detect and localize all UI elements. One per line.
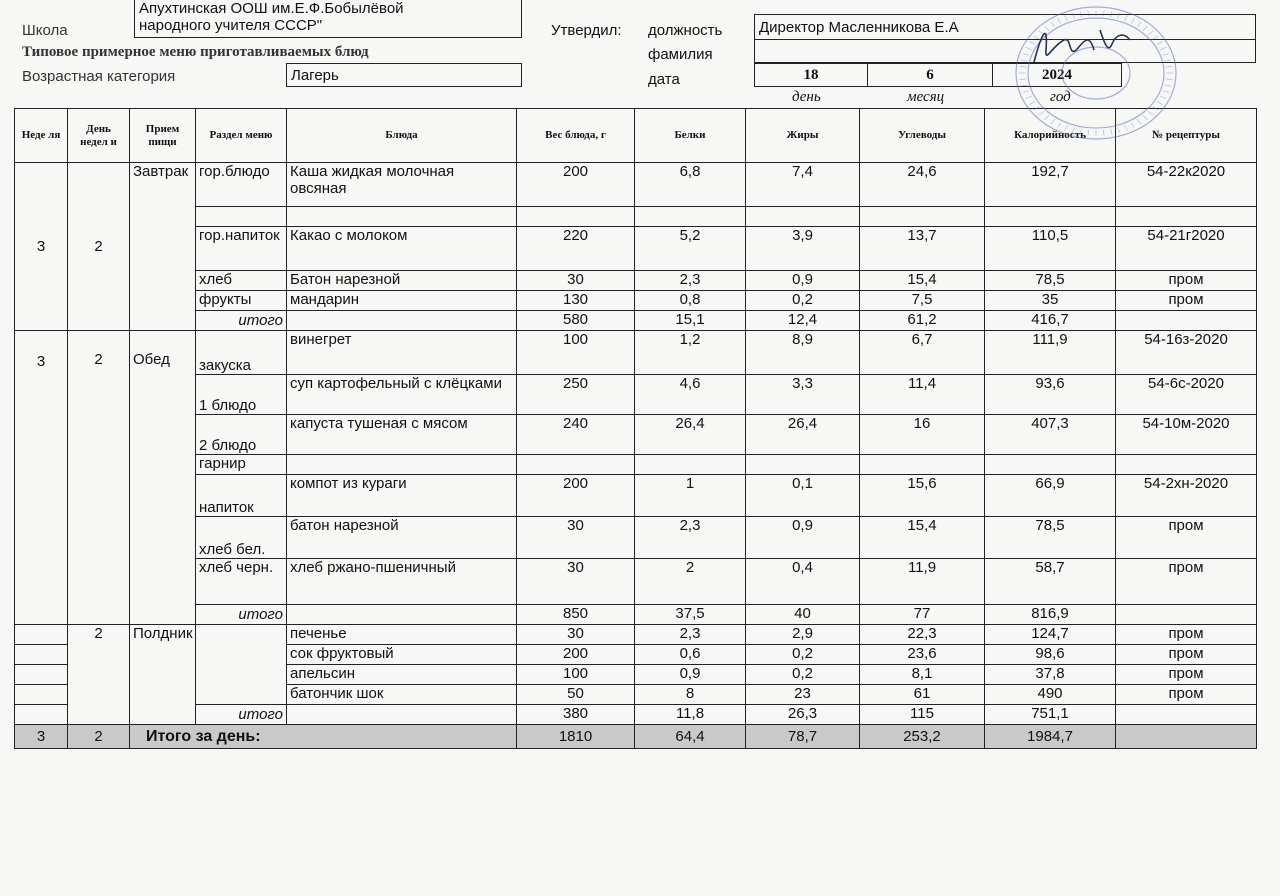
fat-cell: 7,4	[746, 163, 860, 207]
kcal-cell: 93,6	[985, 375, 1116, 415]
stamp-text-mark	[1080, 11, 1081, 17]
stamp-text-mark	[1157, 102, 1163, 105]
section-cell: гор.блюдо	[196, 163, 287, 207]
age-label: Возрастная категория	[22, 68, 176, 85]
kcal-cell: 192,7	[985, 163, 1116, 207]
protein-cell: 6,8	[635, 163, 746, 207]
recipe-cell: 54-21г2020	[1116, 227, 1257, 271]
snack-week-cell	[15, 625, 68, 645]
recipe-cell: пром	[1116, 665, 1257, 685]
kcal-cell: 78,5	[985, 271, 1116, 291]
table-row	[15, 331, 1257, 375]
subtotal-kcal: 416,7	[985, 311, 1116, 331]
menu-table	[14, 108, 1257, 749]
breakfast-week: 3	[15, 163, 68, 331]
carbs-cell: 6,7	[860, 331, 985, 375]
stamp-text-mark	[1026, 47, 1032, 49]
weight-cell: 200	[517, 475, 635, 517]
day-total-recipe	[1116, 725, 1257, 749]
stamp-text-mark	[1072, 13, 1074, 19]
kcal-cell	[985, 455, 1116, 475]
stamp-text-mark	[1065, 125, 1068, 130]
kcal-cell	[985, 207, 1116, 227]
weight-cell: 30	[517, 271, 635, 291]
recipe-cell: пром	[1116, 685, 1257, 705]
kcal-cell: 124,7	[985, 625, 1116, 645]
dish-cell: батон нарезной	[287, 517, 517, 559]
stamp-text-mark	[1034, 107, 1040, 111]
stamp-text-mark	[1023, 91, 1030, 93]
carbs-cell: 15,4	[860, 517, 985, 559]
recipe-cell: 54-6с-2020	[1116, 375, 1257, 415]
dish-cell	[287, 207, 517, 227]
weight-cell: 200	[517, 645, 635, 665]
year-caption: год	[1050, 89, 1071, 105]
carbs-cell: 15,6	[860, 475, 985, 517]
stamp-text-mark	[1026, 96, 1032, 98]
day-caption: день	[792, 89, 821, 105]
subtotal-row	[15, 311, 1257, 331]
col-recipe: № рецептуры	[1116, 109, 1257, 163]
dish-cell: винегрет	[287, 331, 517, 375]
school-name-box	[134, 0, 522, 38]
stamp-text-mark	[1160, 47, 1166, 49]
recipe-cell: 54-10м-2020	[1116, 415, 1257, 455]
col-day: День недел и	[68, 109, 130, 163]
stamp-text-mark	[1164, 60, 1171, 61]
stamp-text-mark	[1111, 129, 1112, 135]
subtotal-kcal: 751,1	[985, 705, 1116, 725]
kcal-cell: 66,9	[985, 475, 1116, 517]
stamp-text-mark	[1051, 119, 1055, 124]
stamp-text-mark	[1157, 42, 1163, 45]
section-cell: хлеб	[196, 271, 287, 291]
carbs-cell: 7,5	[860, 291, 985, 311]
fat-cell: 0,9	[746, 271, 860, 291]
snack-week-cell	[15, 705, 68, 725]
stamp-text-mark	[1051, 22, 1055, 27]
stamp-text-mark	[1143, 26, 1148, 30]
stamp-text-mark	[1163, 91, 1170, 93]
school-name-line2: народного учителя СССР"	[139, 17, 323, 34]
protein-cell: 1	[635, 475, 746, 517]
breakfast-meal: Завтрак	[130, 163, 196, 331]
stamp-text-mark	[1153, 36, 1159, 40]
stamp-text-mark	[1153, 107, 1159, 111]
surname-box	[754, 39, 1256, 63]
age-value-box	[286, 63, 522, 87]
weight-cell: 30	[517, 517, 635, 559]
stamp-text-mark	[1034, 36, 1040, 40]
table-row	[15, 291, 1257, 311]
kcal-cell: 58,7	[985, 559, 1116, 605]
fat-cell: 0,2	[746, 291, 860, 311]
snack-day: 2	[68, 625, 130, 725]
fat-cell: 0,2	[746, 645, 860, 665]
subtotal-fat: 26,3	[746, 705, 860, 725]
carbs-cell: 22,3	[860, 625, 985, 645]
menu-title: Типовое примерное меню приготавливаемых блюд	[22, 44, 369, 60]
recipe-cell	[1116, 455, 1257, 475]
fat-cell: 0,1	[746, 475, 860, 517]
recipe-cell: 54-2хн-2020	[1116, 475, 1257, 517]
subtotal-fat: 12,4	[746, 311, 860, 331]
stamp-text-mark	[1072, 127, 1074, 133]
stamp-text-mark	[1039, 111, 1044, 115]
dish-cell: суп картофельный с клёцками	[287, 375, 517, 415]
table-row	[15, 271, 1257, 291]
stamp-text-mark	[1019, 79, 1026, 80]
section-cell: гор.напиток	[196, 227, 287, 271]
col-protein: Белки	[635, 109, 746, 163]
fat-cell: 26,4	[746, 415, 860, 455]
col-weight: Вес блюда, г	[517, 109, 635, 163]
subtotal-label: итого	[196, 705, 287, 725]
approver-name: Директор Масленникова Е.А	[759, 19, 959, 36]
weight-cell: 30	[517, 559, 635, 605]
kcal-cell: 78,5	[985, 517, 1116, 559]
day-total-protein: 64,4	[635, 725, 746, 749]
recipe-cell: 54-22к2020	[1116, 163, 1257, 207]
fat-cell: 3,3	[746, 375, 860, 415]
day-total-week: 3	[15, 725, 68, 749]
subtotal-weight: 850	[517, 605, 635, 625]
stamp-text-mark	[1029, 102, 1035, 105]
stamp-text-mark	[1019, 66, 1026, 67]
stamp-text-mark	[1143, 115, 1148, 119]
subtotal-kcal: 816,9	[985, 605, 1116, 625]
snack-week-cell	[15, 685, 68, 705]
dish-cell: Батон нарезной	[287, 271, 517, 291]
fat-cell: 3,9	[746, 227, 860, 271]
protein-cell: 2	[635, 559, 746, 605]
carbs-cell: 13,7	[860, 227, 985, 271]
snack-week-cell	[15, 645, 68, 665]
stamp-text-mark	[1111, 11, 1112, 17]
section-cell: фрукты	[196, 291, 287, 311]
stamp-text-mark	[1160, 96, 1166, 98]
date-month: 6	[926, 67, 934, 83]
subtotal-protein: 11,8	[635, 705, 746, 725]
snack-week-cell	[15, 665, 68, 685]
stamp-text-mark	[1148, 31, 1153, 35]
kcal-cell: 35	[985, 291, 1116, 311]
protein-cell: 0,9	[635, 665, 746, 685]
section-cell: напиток	[196, 475, 287, 517]
table-row	[15, 375, 1257, 415]
approved-label: Утвердил:	[551, 22, 622, 39]
protein-cell: 2,3	[635, 625, 746, 645]
stamp-text-mark	[1088, 10, 1089, 16]
carbs-cell: 11,9	[860, 559, 985, 605]
lunch-day: 2	[68, 331, 130, 625]
age-value: Лагерь	[291, 67, 339, 84]
day-total-fat: 78,7	[746, 725, 860, 749]
stamp-text-mark	[1044, 26, 1049, 30]
weight-cell: 200	[517, 163, 635, 207]
col-dish: Блюда	[287, 109, 517, 163]
date-label: дата	[648, 71, 680, 88]
stamp-text-mark	[1118, 13, 1120, 19]
day-total-row	[15, 725, 1257, 749]
subtotal-dish	[287, 311, 517, 331]
weight-cell	[517, 455, 635, 475]
recipe-cell: пром	[1116, 271, 1257, 291]
col-carbs: Углеводы	[860, 109, 985, 163]
stamp-text-mark	[1080, 129, 1081, 135]
kcal-cell: 490	[985, 685, 1116, 705]
stamp-text-mark	[1131, 18, 1135, 23]
section-cell: закуска	[196, 331, 287, 375]
weight-cell: 130	[517, 291, 635, 311]
dish-cell: батончик шок	[287, 685, 517, 705]
kcal-cell: 111,9	[985, 331, 1116, 375]
lunch-week: 3	[15, 331, 68, 625]
day-total-label: Итого за день:	[130, 725, 517, 749]
recipe-cell: пром	[1116, 559, 1257, 605]
table-row	[15, 625, 1257, 645]
date-day-box	[754, 63, 868, 87]
carbs-cell: 61	[860, 685, 985, 705]
stamp-text-mark	[1166, 79, 1173, 80]
stamp-text-mark	[1021, 85, 1028, 86]
carbs-cell: 16	[860, 415, 985, 455]
subtotal-carbs: 61,2	[860, 311, 985, 331]
fat-cell: 0,9	[746, 517, 860, 559]
weight-cell: 250	[517, 375, 635, 415]
stamp-text-mark	[1065, 15, 1068, 20]
subtotal-row	[15, 605, 1257, 625]
table-row	[15, 559, 1257, 605]
dish-cell: Каша жидкая молочная овсяная	[287, 163, 517, 207]
subtotal-recipe	[1116, 605, 1257, 625]
fat-cell	[746, 455, 860, 475]
section-cell	[196, 207, 287, 227]
recipe-cell: пром	[1116, 517, 1257, 559]
col-kcal: Калорийность	[985, 109, 1116, 163]
section-cell: 2 блюдо	[196, 415, 287, 455]
col-week: Неде ля	[15, 109, 68, 163]
table-row	[15, 227, 1257, 271]
weight-cell	[517, 207, 635, 227]
subtotal-carbs: 77	[860, 605, 985, 625]
carbs-cell: 8,1	[860, 665, 985, 685]
stamp-text-mark	[1124, 15, 1127, 20]
section-cell: 1 блюдо	[196, 375, 287, 415]
stamp-text-mark	[1148, 111, 1153, 115]
stamp-text-mark	[1118, 127, 1120, 133]
table-row	[15, 455, 1257, 475]
table-row	[15, 207, 1257, 227]
day-total-carbs: 253,2	[860, 725, 985, 749]
day-total-weight: 1810	[517, 725, 635, 749]
subtotal-protein: 15,1	[635, 311, 746, 331]
stamp-text-mark	[1137, 119, 1141, 124]
table-row	[15, 163, 1257, 207]
table-row	[15, 415, 1257, 455]
subtotal-label: итого	[196, 605, 287, 625]
month-caption: месяц	[907, 89, 945, 105]
protein-cell: 2,3	[635, 517, 746, 559]
col-fat: Жиры	[746, 109, 860, 163]
carbs-cell: 15,4	[860, 271, 985, 291]
col-section: Раздел меню	[196, 109, 287, 163]
stamp-text-mark	[1023, 54, 1030, 56]
protein-cell: 1,2	[635, 331, 746, 375]
recipe-cell	[1116, 207, 1257, 227]
date-year: 2024	[1042, 67, 1072, 83]
stamp-text-mark	[1058, 18, 1062, 23]
fat-cell	[746, 207, 860, 227]
fat-cell: 23	[746, 685, 860, 705]
dish-cell: апельсин	[287, 665, 517, 685]
day-total-kcal: 1984,7	[985, 725, 1116, 749]
subtotal-label: итого	[196, 311, 287, 331]
protein-cell: 26,4	[635, 415, 746, 455]
protein-cell: 2,3	[635, 271, 746, 291]
protein-cell: 8	[635, 685, 746, 705]
weight-cell: 100	[517, 331, 635, 375]
position-label: должность	[648, 22, 723, 39]
stamp-text-mark	[1058, 122, 1062, 127]
official-stamp-seal	[1012, 2, 1180, 144]
fat-cell: 0,2	[746, 665, 860, 685]
protein-cell: 0,6	[635, 645, 746, 665]
recipe-cell: пром	[1116, 625, 1257, 645]
subtotal-dish	[287, 605, 517, 625]
subtotal-dish	[287, 705, 517, 725]
kcal-cell: 37,8	[985, 665, 1116, 685]
recipe-cell: 54-16з-2020	[1116, 331, 1257, 375]
weight-cell: 240	[517, 415, 635, 455]
table-row	[15, 517, 1257, 559]
signature-icon	[1034, 30, 1130, 62]
weight-cell: 220	[517, 227, 635, 271]
section-cell: гарнир	[196, 455, 287, 475]
surname-label: фамилия	[648, 46, 713, 63]
school-label: Школа	[22, 22, 68, 39]
stamp-text-mark	[1137, 22, 1141, 27]
school-name-line1: Апухтинская ООШ им.Е.Ф.Бобылёвой	[139, 0, 404, 17]
fat-cell: 0,4	[746, 559, 860, 605]
stamp-text-mark	[1103, 130, 1104, 136]
stamp-text-mark	[1164, 85, 1171, 86]
snack-section-cell	[196, 625, 287, 705]
subtotal-recipe	[1116, 311, 1257, 331]
subtotal-weight: 380	[517, 705, 635, 725]
stamp-text-mark	[1166, 66, 1173, 67]
lunch-meal: Обед	[130, 331, 196, 625]
carbs-cell: 23,6	[860, 645, 985, 665]
date-day: 18	[803, 67, 819, 83]
subtotal-protein: 37,5	[635, 605, 746, 625]
stamp-text-mark	[1021, 60, 1028, 61]
subtotal-carbs: 115	[860, 705, 985, 725]
weight-cell: 30	[517, 625, 635, 645]
dish-cell: компот из кураги	[287, 475, 517, 517]
weight-cell: 50	[517, 685, 635, 705]
protein-cell	[635, 455, 746, 475]
kcal-cell: 98,6	[985, 645, 1116, 665]
dish-cell: капуста тушеная с мясом	[287, 415, 517, 455]
kcal-cell: 407,3	[985, 415, 1116, 455]
carbs-cell	[860, 207, 985, 227]
carbs-cell: 24,6	[860, 163, 985, 207]
dish-cell: сок фруктовый	[287, 645, 517, 665]
stamp-text-mark	[1044, 115, 1049, 119]
subtotal-row	[15, 705, 1257, 725]
subtotal-fat: 40	[746, 605, 860, 625]
section-cell: хлеб бел.	[196, 517, 287, 559]
approver-box	[754, 14, 1256, 40]
stamp-text-mark	[1163, 54, 1170, 56]
dish-cell: Какао с молоком	[287, 227, 517, 271]
dish-cell: мандарин	[287, 291, 517, 311]
breakfast-day: 2	[68, 163, 130, 331]
stamp-text-mark	[1029, 42, 1035, 45]
stamp-text-mark	[1131, 122, 1135, 127]
stamp-text-mark	[1088, 130, 1089, 136]
stamp-text-mark	[1124, 125, 1127, 130]
col-meal: Прием пищи	[130, 109, 196, 163]
snack-meal: Полдник	[130, 625, 196, 725]
subtotal-weight: 580	[517, 311, 635, 331]
protein-cell: 5,2	[635, 227, 746, 271]
kcal-cell: 110,5	[985, 227, 1116, 271]
table-row	[15, 475, 1257, 517]
day-total-day: 2	[68, 725, 130, 749]
recipe-cell: пром	[1116, 645, 1257, 665]
carbs-cell: 11,4	[860, 375, 985, 415]
fat-cell: 8,9	[746, 331, 860, 375]
dish-cell: печенье	[287, 625, 517, 645]
dish-cell	[287, 455, 517, 475]
section-cell: хлеб черн.	[196, 559, 287, 605]
protein-cell: 0,8	[635, 291, 746, 311]
subtotal-recipe	[1116, 705, 1257, 725]
protein-cell: 4,6	[635, 375, 746, 415]
weight-cell: 100	[517, 665, 635, 685]
fat-cell: 2,9	[746, 625, 860, 645]
stamp-text-mark	[1103, 10, 1104, 16]
dish-cell: хлеб ржано-пшеничный	[287, 559, 517, 605]
recipe-cell: пром	[1116, 291, 1257, 311]
protein-cell	[635, 207, 746, 227]
carbs-cell	[860, 455, 985, 475]
date-month-box	[867, 63, 993, 87]
